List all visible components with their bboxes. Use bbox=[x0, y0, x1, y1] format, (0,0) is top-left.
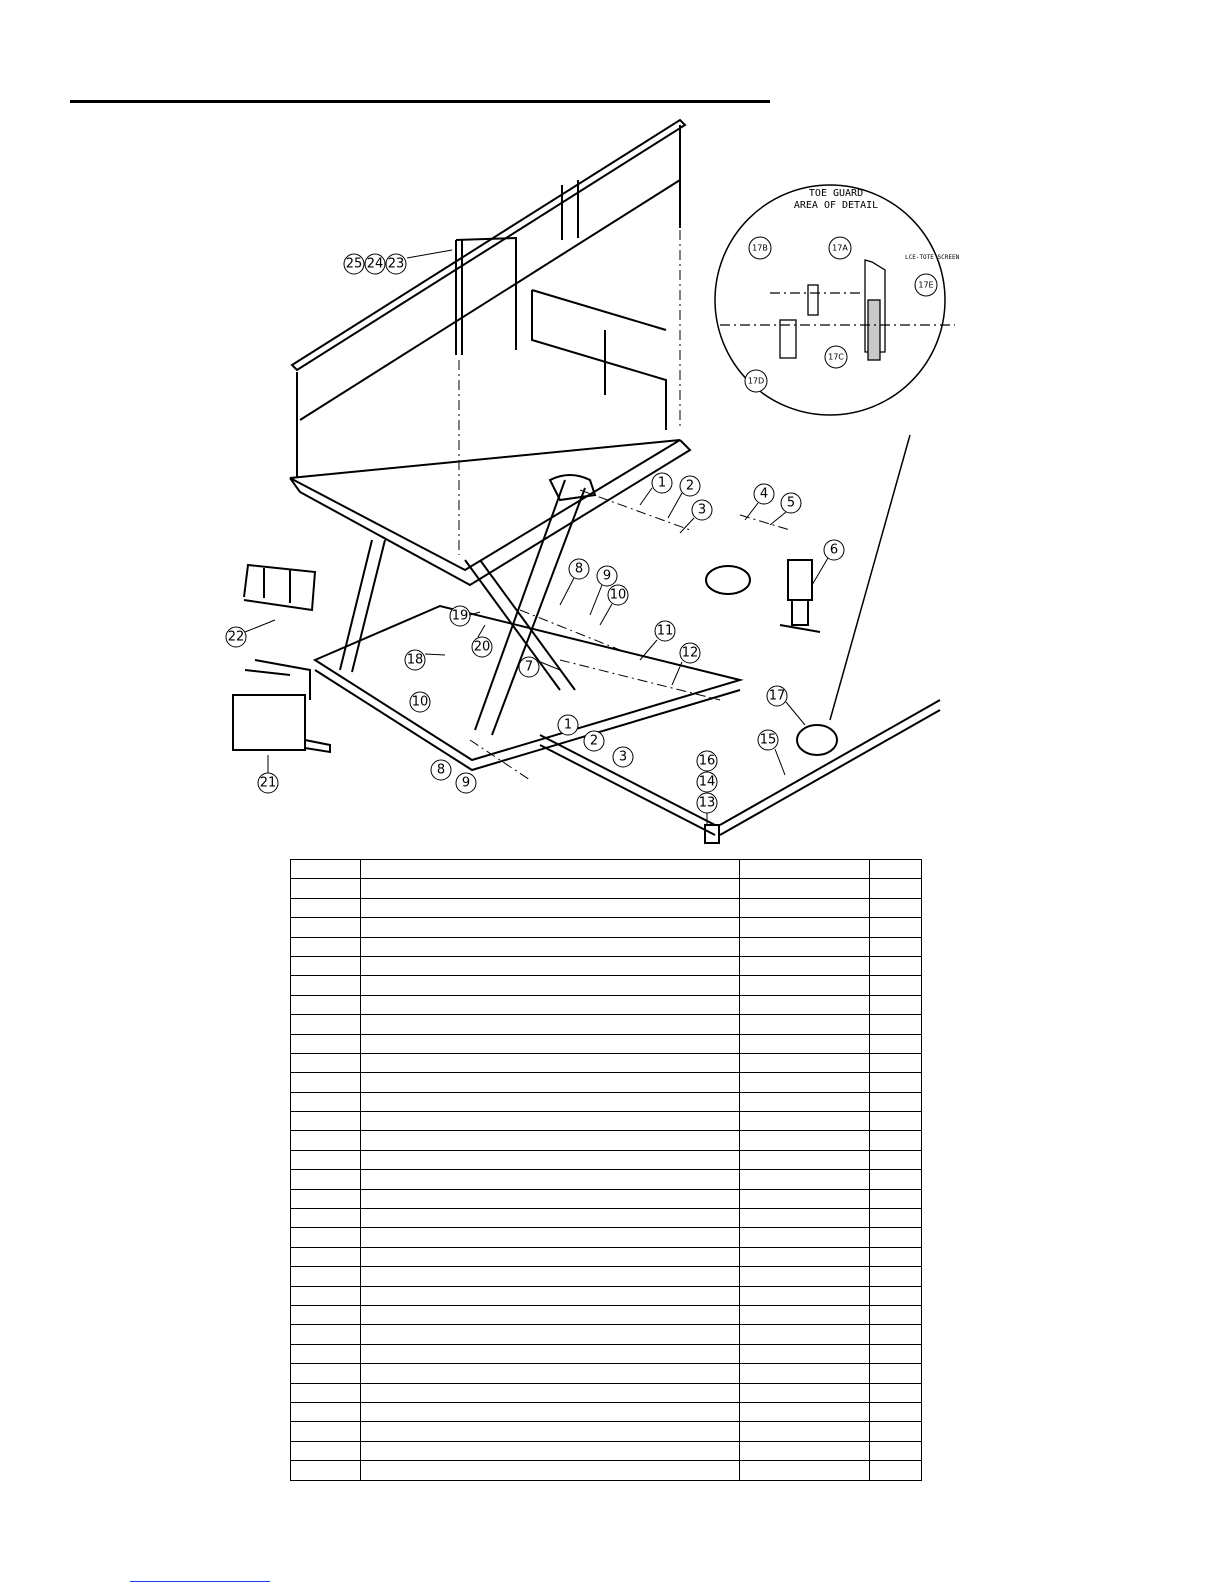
table-cell bbox=[870, 956, 922, 975]
detail-callout-17d: 17D bbox=[747, 376, 765, 386]
table-cell bbox=[291, 1422, 361, 1441]
table-row bbox=[291, 1383, 922, 1402]
table-cell bbox=[361, 1150, 740, 1169]
table-cell bbox=[361, 1131, 740, 1150]
battery-pack bbox=[244, 565, 315, 610]
table-cell bbox=[870, 1053, 922, 1072]
table-cell bbox=[740, 918, 870, 937]
callout-20: 20 bbox=[473, 639, 491, 655]
callout-8: 8 bbox=[574, 561, 584, 577]
table-cell bbox=[740, 1053, 870, 1072]
table-cell bbox=[361, 1112, 740, 1131]
table-cell bbox=[740, 1305, 870, 1324]
callout-16: 16 bbox=[698, 753, 716, 769]
table-cell bbox=[361, 1461, 740, 1480]
table-row bbox=[291, 1228, 922, 1247]
table-cell bbox=[870, 1422, 922, 1441]
table-row bbox=[291, 1209, 922, 1228]
callout-11: 11 bbox=[656, 623, 674, 639]
callout-24: 24 bbox=[366, 256, 384, 272]
table-cell bbox=[361, 1170, 740, 1189]
toe-rail-right bbox=[720, 700, 940, 835]
table-row bbox=[291, 1441, 922, 1460]
table-cell bbox=[870, 1170, 922, 1189]
table-cell bbox=[740, 1325, 870, 1344]
toe-guard-detail bbox=[715, 185, 960, 720]
table-cell bbox=[291, 956, 361, 975]
callout-3: 3 bbox=[697, 502, 707, 518]
table-cell bbox=[291, 918, 361, 937]
table-cell bbox=[870, 1112, 922, 1131]
table-cell bbox=[361, 1189, 740, 1208]
table-cell bbox=[740, 1461, 870, 1480]
table-cell bbox=[291, 1228, 361, 1247]
detail-callout-17a: 17A bbox=[832, 243, 848, 253]
table-cell bbox=[870, 1267, 922, 1286]
callout-6: 6 bbox=[829, 542, 839, 558]
callout-25: 25 bbox=[345, 256, 363, 272]
table-cell bbox=[361, 995, 740, 1014]
table-cell bbox=[870, 995, 922, 1014]
callout-9: 9 bbox=[602, 568, 612, 584]
callout-10: 10 bbox=[609, 587, 627, 603]
table-row bbox=[291, 879, 922, 898]
table-cell bbox=[291, 1053, 361, 1072]
table-cell bbox=[740, 1112, 870, 1131]
table-cell bbox=[361, 956, 740, 975]
table-row bbox=[291, 956, 922, 975]
table-cell bbox=[361, 860, 740, 879]
table-cell bbox=[740, 860, 870, 879]
table-cell bbox=[870, 1015, 922, 1034]
callout-18: 18 bbox=[406, 652, 424, 668]
callout-23: 23 bbox=[387, 256, 405, 272]
table-cell bbox=[870, 898, 922, 917]
table-cell bbox=[870, 1402, 922, 1421]
table-cell bbox=[361, 1305, 740, 1324]
table-cell bbox=[870, 879, 922, 898]
handrail bbox=[292, 120, 685, 370]
table-cell bbox=[740, 1209, 870, 1228]
callout-4: 4 bbox=[759, 486, 769, 502]
table-cell bbox=[291, 1015, 361, 1034]
table-cell bbox=[291, 1073, 361, 1092]
table-cell bbox=[291, 1092, 361, 1111]
table-cell bbox=[740, 1015, 870, 1034]
table-cell bbox=[870, 1034, 922, 1053]
table-cell bbox=[291, 1441, 361, 1460]
callout-9b: 9 bbox=[461, 775, 471, 791]
table-cell bbox=[361, 976, 740, 995]
table-cell bbox=[740, 1441, 870, 1460]
base-frame bbox=[315, 606, 740, 760]
table-cell bbox=[361, 1053, 740, 1072]
table-cell bbox=[870, 1247, 922, 1266]
table-cell bbox=[740, 1170, 870, 1189]
table-cell bbox=[361, 1034, 740, 1053]
table-cell bbox=[870, 1228, 922, 1247]
table-cell bbox=[870, 1131, 922, 1150]
table-row bbox=[291, 1402, 922, 1421]
table-cell bbox=[361, 1364, 740, 1383]
table-cell bbox=[291, 898, 361, 917]
parts-list-table bbox=[290, 859, 922, 1481]
table-cell bbox=[361, 1015, 740, 1034]
table-cell bbox=[740, 1267, 870, 1286]
table-cell bbox=[291, 1383, 361, 1402]
callout-17: 17 bbox=[768, 688, 786, 704]
callout-2b: 2 bbox=[589, 733, 599, 749]
table-cell bbox=[361, 1383, 740, 1402]
table-cell bbox=[291, 1170, 361, 1189]
table-cell bbox=[291, 879, 361, 898]
table-row bbox=[291, 1015, 922, 1034]
table-cell bbox=[740, 1092, 870, 1111]
table-cell bbox=[361, 879, 740, 898]
table-cell bbox=[291, 937, 361, 956]
table-cell bbox=[740, 976, 870, 995]
detail-callout-17e: 17E bbox=[918, 280, 934, 290]
table-row bbox=[291, 937, 922, 956]
table-cell bbox=[361, 1344, 740, 1363]
table-cell bbox=[740, 1034, 870, 1053]
callout-7: 7 bbox=[524, 659, 534, 675]
table-row bbox=[291, 1053, 922, 1072]
table-cell bbox=[740, 879, 870, 898]
table-row bbox=[291, 1344, 922, 1363]
table-cell bbox=[291, 1150, 361, 1169]
callout-13: 13 bbox=[698, 795, 716, 811]
table-row bbox=[291, 995, 922, 1014]
table-cell bbox=[870, 1364, 922, 1383]
table-cell bbox=[361, 1286, 740, 1305]
table-cell bbox=[291, 860, 361, 879]
table-cell bbox=[740, 1383, 870, 1402]
table-cell bbox=[740, 1073, 870, 1092]
callout-1: 1 bbox=[657, 475, 667, 491]
table-cell bbox=[291, 1247, 361, 1266]
table-cell bbox=[291, 1344, 361, 1363]
table-row bbox=[291, 1170, 922, 1189]
callout-21: 21 bbox=[259, 775, 277, 791]
table-cell bbox=[361, 1209, 740, 1228]
table-cell bbox=[740, 956, 870, 975]
detail-note: LCE-TOTE SCREEN bbox=[905, 254, 960, 261]
table-cell bbox=[870, 1441, 922, 1460]
table-row bbox=[291, 1422, 922, 1441]
power-unit bbox=[233, 695, 305, 750]
detail-title-2: AREA OF DETAIL bbox=[793, 200, 879, 211]
table-cell bbox=[361, 1325, 740, 1344]
detail-title-1: TOE GUARD bbox=[808, 188, 864, 199]
table-cell bbox=[740, 1286, 870, 1305]
table-cell bbox=[870, 918, 922, 937]
table-cell bbox=[291, 1034, 361, 1053]
table-row bbox=[291, 1305, 922, 1324]
callout-22: 22 bbox=[227, 629, 245, 645]
table-row bbox=[291, 1189, 922, 1208]
callout-2: 2 bbox=[685, 478, 695, 494]
table-row bbox=[291, 976, 922, 995]
table-cell bbox=[291, 1286, 361, 1305]
table-cell bbox=[361, 937, 740, 956]
table-row bbox=[291, 860, 922, 879]
table-cell bbox=[361, 898, 740, 917]
table-cell bbox=[870, 937, 922, 956]
table-row bbox=[291, 1364, 922, 1383]
table-cell bbox=[740, 1422, 870, 1441]
table-row bbox=[291, 1112, 922, 1131]
table-cell bbox=[740, 1344, 870, 1363]
table-cell bbox=[291, 976, 361, 995]
table-row bbox=[291, 1461, 922, 1480]
table-row bbox=[291, 918, 922, 937]
table-cell bbox=[361, 1092, 740, 1111]
table-cell bbox=[870, 1209, 922, 1228]
callout-10b: 10 bbox=[411, 694, 429, 710]
table-cell bbox=[291, 1267, 361, 1286]
table-cell bbox=[361, 1422, 740, 1441]
table-cell bbox=[291, 1189, 361, 1208]
callout-8b: 8 bbox=[436, 762, 446, 778]
footer-rule bbox=[130, 1581, 270, 1582]
callout-3b: 3 bbox=[618, 749, 628, 765]
table-cell bbox=[870, 1344, 922, 1363]
hydraulic-cylinder bbox=[780, 560, 820, 632]
table-row bbox=[291, 1092, 922, 1111]
table-row bbox=[291, 1325, 922, 1344]
table-row bbox=[291, 1034, 922, 1053]
table-cell bbox=[291, 1112, 361, 1131]
table-cell bbox=[870, 976, 922, 995]
table-row bbox=[291, 898, 922, 917]
table-cell bbox=[740, 1402, 870, 1421]
table-cell bbox=[361, 1441, 740, 1460]
table-cell bbox=[870, 1150, 922, 1169]
table-cell bbox=[291, 1402, 361, 1421]
table-cell bbox=[361, 1247, 740, 1266]
table-cell bbox=[291, 1305, 361, 1324]
detail-callout-17b: 17B bbox=[752, 243, 768, 253]
callout-14: 14 bbox=[698, 774, 716, 790]
table-cell bbox=[740, 1228, 870, 1247]
table-cell bbox=[870, 1325, 922, 1344]
table-cell bbox=[870, 1461, 922, 1480]
callout-19: 19 bbox=[451, 608, 469, 624]
table-cell bbox=[361, 1402, 740, 1421]
table-row bbox=[291, 1131, 922, 1150]
table-cell bbox=[291, 995, 361, 1014]
table-cell bbox=[361, 1073, 740, 1092]
table-cell bbox=[740, 1247, 870, 1266]
table-cell bbox=[740, 1150, 870, 1169]
table-cell bbox=[361, 1267, 740, 1286]
table-cell bbox=[361, 918, 740, 937]
table-cell bbox=[870, 1305, 922, 1324]
table-row bbox=[291, 1286, 922, 1305]
table-cell bbox=[361, 1228, 740, 1247]
table-cell bbox=[740, 1131, 870, 1150]
table-row bbox=[291, 1073, 922, 1092]
table-cell bbox=[740, 937, 870, 956]
callout-12: 12 bbox=[681, 645, 699, 661]
table-cell bbox=[740, 1189, 870, 1208]
table-cell bbox=[870, 1286, 922, 1305]
table-cell bbox=[291, 1461, 361, 1480]
table-cell bbox=[291, 1325, 361, 1344]
table-cell bbox=[740, 1364, 870, 1383]
table-cell bbox=[870, 860, 922, 879]
callout-1b: 1 bbox=[563, 717, 573, 733]
table-cell bbox=[291, 1131, 361, 1150]
table-cell bbox=[291, 1364, 361, 1383]
table-cell bbox=[870, 1189, 922, 1208]
table-row bbox=[291, 1247, 922, 1266]
table-cell bbox=[740, 898, 870, 917]
table-cell bbox=[870, 1073, 922, 1092]
table-cell bbox=[870, 1092, 922, 1111]
table-row bbox=[291, 1150, 922, 1169]
table-cell bbox=[740, 995, 870, 1014]
table-row bbox=[291, 1267, 922, 1286]
callout-5: 5 bbox=[786, 495, 796, 511]
table-cell bbox=[870, 1383, 922, 1402]
table-cell bbox=[291, 1209, 361, 1228]
detail-callout-17c: 17C bbox=[828, 352, 844, 362]
callout-15: 15 bbox=[759, 732, 777, 748]
